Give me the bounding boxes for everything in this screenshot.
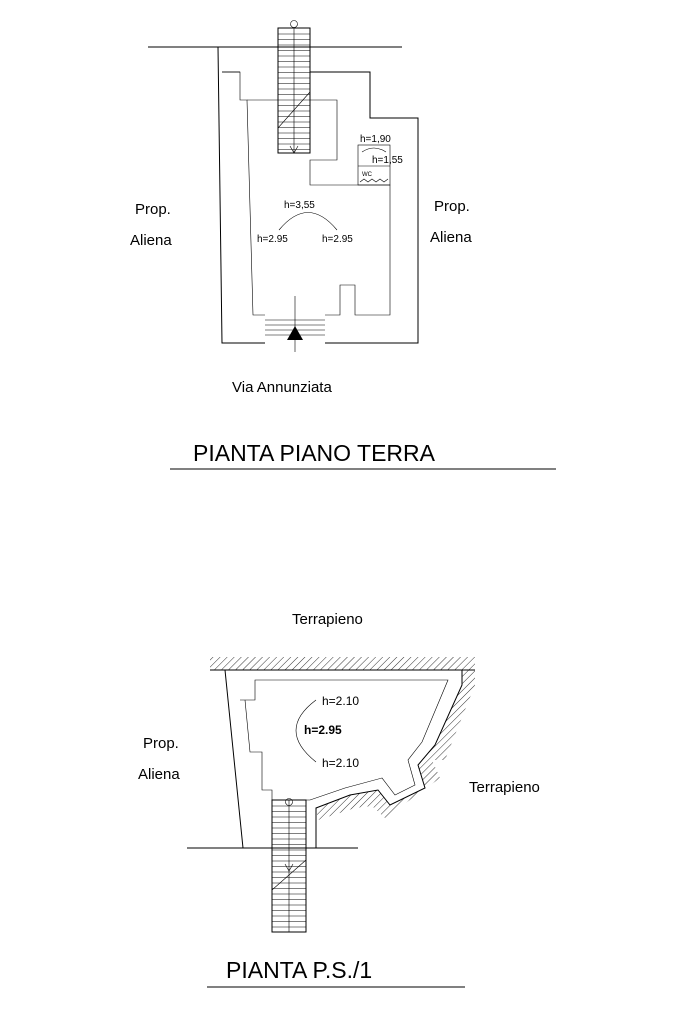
outer-wall-right (310, 47, 418, 343)
outer-wall-left-inner (222, 72, 265, 315)
outer-wall-left (218, 47, 265, 343)
vault-arc-ground (279, 213, 337, 231)
earth-fill-top (210, 657, 475, 670)
outer-wall-right-inner (310, 100, 390, 315)
entrance-steps (265, 296, 325, 352)
neighbor-right-line2: Aliena (430, 229, 472, 246)
basement-top-label: Terrapieno (292, 611, 363, 628)
basement-neighbor-line1: Prop. (143, 735, 179, 752)
stair-basement (272, 799, 306, 933)
height-vault-left: h=2.95 (257, 234, 288, 245)
neighbor-right-line1: Prop. (434, 198, 470, 215)
ground-floor-title: PIANTA PIANO TERRA (193, 440, 435, 466)
neighbor-left-line1: Prop. (135, 201, 171, 218)
stair-ground (278, 21, 310, 154)
street-label: Via Annunziata (232, 379, 332, 396)
height-wc-top: h=1,90 (360, 134, 391, 145)
basement-outer-wall (225, 670, 243, 848)
height-basement-upper: h=2.10 (322, 694, 360, 708)
neighbor-left-line2: Aliena (130, 232, 172, 249)
height-vault-right: h=2.95 (322, 234, 353, 245)
wc-label: WC (362, 172, 372, 178)
basement-title: PIANTA P.S./1 (226, 957, 373, 983)
entrance-arrow-icon (287, 326, 303, 340)
height-vault-crown: h=3,55 (284, 200, 315, 211)
basement-neighbor-line2: Aliena (138, 766, 180, 783)
height-basement-crown: h=2.95 (304, 723, 342, 737)
basement-side-label: Terrapieno (469, 779, 540, 796)
basement-plan (138, 611, 540, 987)
earth-fill-right (316, 670, 475, 820)
height-basement-lower: h=2.10 (322, 756, 360, 770)
ground-floor-plan (130, 21, 556, 470)
height-wc-bottom: h=1,55 (372, 155, 403, 166)
